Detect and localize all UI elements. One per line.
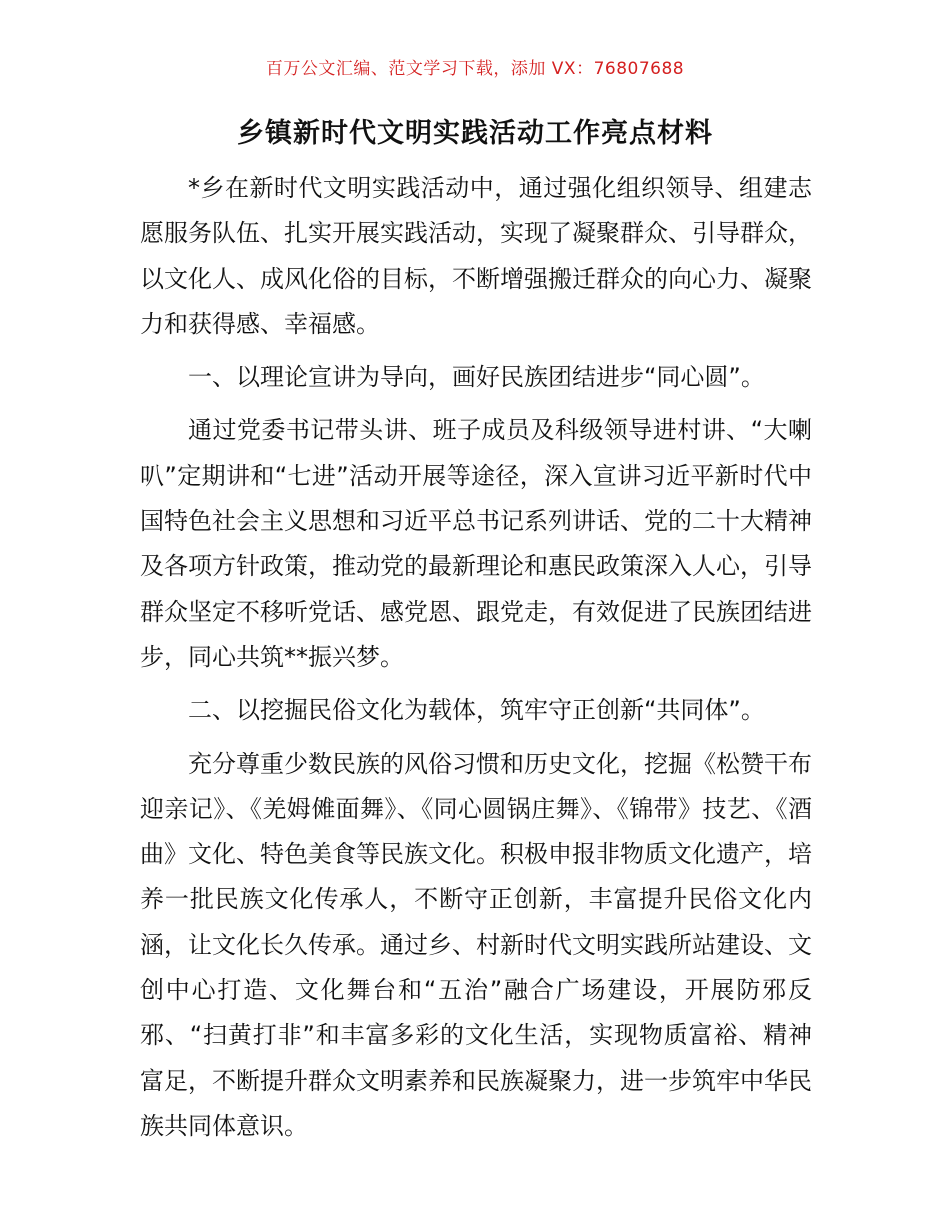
header-watermark: 百万公文汇编、范文学习下载，添加 VX：76807688	[265, 59, 685, 79]
section-heading-2: 二、以挖掘民俗文化为载体，筑牢守正创新“共同体”。	[188, 696, 765, 725]
section-heading-1: 一、以理论宣讲为导向，画好民族团结进步“同心圆”。	[188, 363, 765, 392]
document-title: 乡镇新时代文明实践活动工作亮点材料	[237, 118, 713, 149]
document-body	[140, 166, 812, 1149]
intro-paragraph: *乡在新时代文明实践活动中，通过强化组织领导、组建志愿服务队伍、扎实开展实践活动，实现了凝聚群众、引导群众，以文化人、成风化俗的目标，不断增强搬迁群众的向心力、凝聚力和获得感、幸福感。	[140, 174, 812, 338]
section-1-paragraph: 通过党委书记带头讲、班子成员及科级领导进村讲、“大喇叭”定期讲和“七进”活动开展等途径，深入宣讲习近平新时代中国特色社会主义思想和习近平总书记系列讲话、党的二十大精神及各项方针政策，推动党的最新理论和惠民政策深入人心，引导群众坚定不移听党话、感党恩、跟党走，有效促进了民族团结进步，同心共筑**振兴梦。	[140, 416, 812, 671]
section-2-paragraph: 充分尊重少数民族的风俗习惯和历史文化，挖掘《松赞干布迎亲记》、《羌姆傩面舞》、《同心圆锅庄舞》、《锦带》技艺、《酒曲》文化、特色美食等民族文化。积极申报非物质文化遗产，培养一批民族文化传承人，不断守正创新，丰富提升民俗文化内涵，让文化长久传承。通过乡、村新时代文明实践所站建设、文创中心打造、文化舞台和“五治”融合广场建设，开展防邪反邪、“扫黄打非”和丰富多彩的文化生活，实现物质富裕、精神富足，不断提升群众文明素养和民族凝聚力，进一步筑牢中华民族共同体意识。	[140, 749, 812, 1140]
